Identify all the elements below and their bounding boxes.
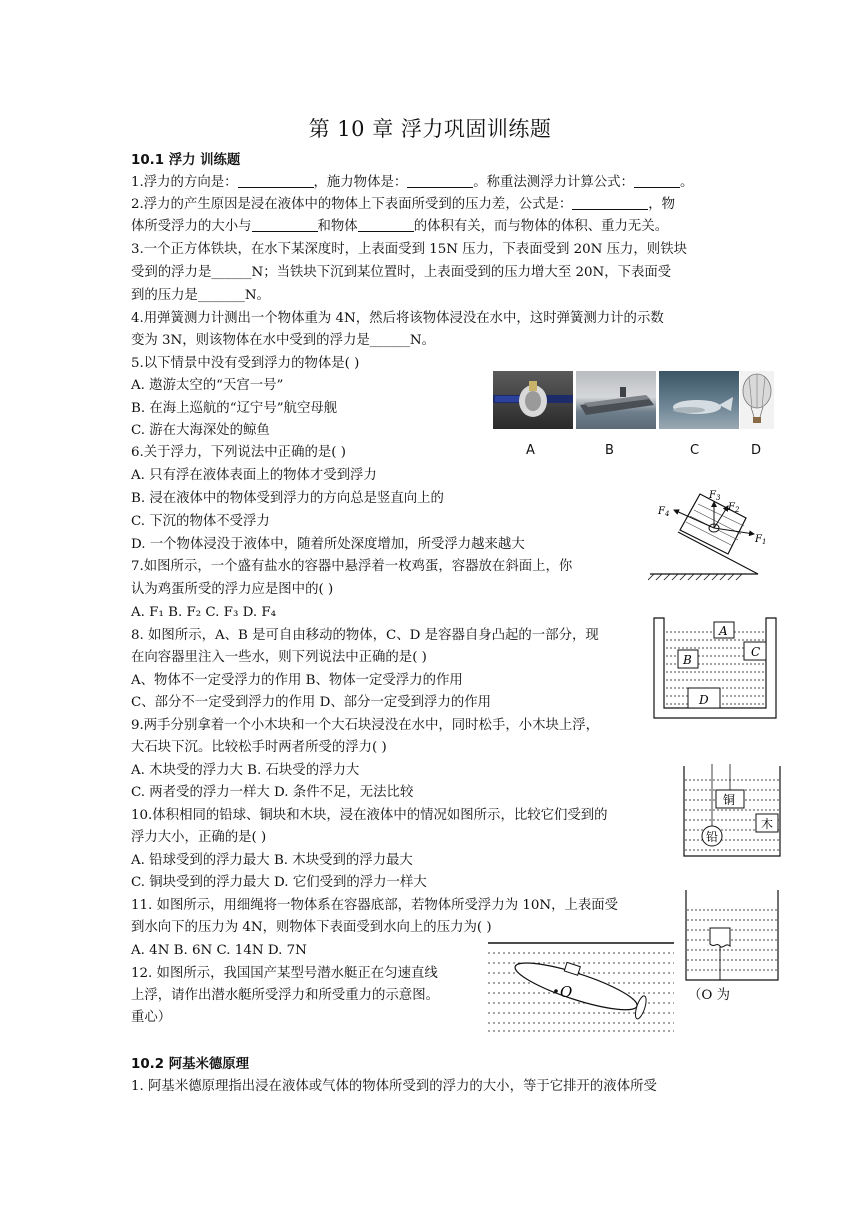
q1-text-b: ，施力物体是：: [313, 175, 408, 190]
question-6-option-a: A. 只有浮在液体表面上的物体才受到浮力: [131, 468, 377, 483]
question-9-line-1: 9.两手分别拿着一个小木块和一个大石块浸没在水中，同时松手，小木块上浮，: [131, 718, 600, 733]
question-1: [131, 173, 693, 193]
force-label-f4: $F_4$: [658, 506, 670, 518]
question-5-option-a: A. 遨游太空的“天宫一号”: [131, 378, 284, 393]
question-10-options-2: C. 铜块受到的浮力最大 D. 它们受到的浮力一样大: [131, 875, 427, 890]
section-2-question-1: 1. 阿基米德原理指出浸在液体或气体的物体所受到的浮力的大小，等于它排开的液体所受: [131, 1079, 657, 1094]
submarine-diagram: [488, 941, 674, 1033]
copper-wood-lead-diagram: [682, 764, 782, 858]
question-3-line-1: 3.一个正方体铁块，在水下某深度时，上表面受到 15N 压力，下表面受到 20N 压力，则铁块: [131, 242, 687, 257]
label-wood: 木: [761, 817, 774, 831]
question-8-options-1: A、物体不一定受浮力的作用 B、物体一定受浮力的作用: [131, 673, 463, 688]
question-11-line-2: 到水向下的压力为 4N，则物体下表面受到水向上的压力为( ): [131, 920, 492, 935]
question-8-line-2: 在向容器里注入一些水，则下列说法中正确的是( ): [131, 650, 427, 665]
tied-block-diagram: [684, 888, 780, 982]
hot-air-balloon-image: [740, 371, 774, 429]
question-5-stem: 5.以下情景中没有受到浮力的物体是( ): [131, 356, 360, 371]
question-12-line-3: 重心）: [131, 1010, 172, 1025]
photo-label-a: A: [526, 443, 535, 458]
force-label-f1: $F_1$: [755, 534, 767, 546]
aircraft-carrier-image: [576, 371, 656, 429]
label-copper: 铜: [723, 793, 736, 807]
photo-aircraft-carrier: [576, 371, 656, 429]
question-9-options-2: C. 两者受的浮力一样大 D. 条件不足，无法比较: [131, 785, 414, 800]
page-title: 第 10 章 浮力巩固训练题: [308, 117, 552, 141]
force-label-f2: $F_2$: [728, 502, 740, 514]
q1-blank-formula[interactable]: [634, 173, 680, 188]
section-heading-10-2: 10.2 阿基米德原理: [131, 1057, 250, 1072]
question-7-options: A. F₁ B. F₂ C. F₃ D. F₄: [131, 605, 276, 620]
q2-blank-formula[interactable]: [572, 195, 648, 210]
q2-text-l2a: 体所受浮力的大小与: [131, 219, 252, 234]
q1-text-a: 1.浮力的方向是：: [131, 175, 238, 190]
question-12-line-2: 上浮，请作出潜水艇所受浮力和所受重力的示意图。: [131, 988, 439, 1003]
q1-blank-direction[interactable]: [238, 173, 314, 188]
question-12-note: （O 为: [688, 988, 731, 1003]
incline-force-diagram: [648, 482, 776, 582]
q1-blank-source[interactable]: [407, 173, 473, 188]
photo-space-station: [493, 371, 573, 429]
photo-label-c: C: [690, 443, 700, 458]
q1-text-d: 。: [679, 175, 694, 190]
label-a: A: [719, 624, 728, 638]
q2-blank-2[interactable]: [358, 217, 414, 232]
q2-text-l1a: 2.浮力的产生原因是浸在液体中的物体上下表面所受到的压力差，公式是：: [131, 197, 573, 212]
q2-blank-1[interactable]: [252, 217, 318, 232]
photo-label-b: B: [605, 443, 614, 458]
question-3-line-2: 受到的浮力是______N；当铁块下沉到某位置时，上表面受到的压力增大至 20N，下表面受: [131, 265, 672, 280]
question-5-option-c: C. 游在大海深处的鲸鱼: [131, 423, 270, 438]
container-abcd-diagram: [652, 616, 778, 720]
question-6-stem: 6.关于浮力，下列说法中正确的是( ): [131, 445, 346, 460]
question-2-line-2: [131, 217, 668, 237]
whale-image: [659, 371, 739, 429]
label-c: C: [751, 645, 761, 659]
question-11-line-1: 11. 如图所示，用细绳将一物体系在容器底部，若物体所受浮力为 10N，上表面受: [131, 898, 619, 913]
question-7-line-2: 认为鸡蛋所受的浮力应是图中的( ): [131, 582, 334, 597]
question-9-line-2: 大石块下沉。比较松手时两者所受的浮力( ): [131, 740, 387, 755]
question-7-line-1: 7.如图所示，一个盛有盐水的容器中悬浮着一枚鸡蛋，容器放在斜面上，你: [131, 559, 573, 574]
q2-text-l1b: ，物: [648, 197, 676, 212]
label-b: B: [683, 653, 692, 667]
label-d: D: [699, 693, 709, 707]
space-station-image: [493, 371, 573, 429]
photo-label-d: D: [751, 443, 762, 458]
center-of-gravity-label: O: [560, 983, 573, 1001]
force-label-f3: $F_3$: [709, 490, 721, 502]
question-10-line-2: 浮力大小，正确的是( ): [131, 830, 267, 845]
q2-text-l2b: 和物体: [317, 219, 358, 234]
q2-text-l2c: 的体积有关，而与物体的体积、重力无关。: [413, 219, 669, 234]
question-8-options-2: C、部分不一定受到浮力的作用 D、部分一定受到浮力的作用: [131, 695, 492, 710]
question-6-option-b: B. 浸在液体中的物体受到浮力的方向总是竖直向上的: [131, 491, 444, 506]
question-4-line-1: 4.用弹簧测力计测出一个物体重为 4N，然后将该物体浸没在水中，这时弹簧测力计的示数: [131, 311, 664, 326]
question-8-line-1: 8. 如图所示，A、B 是可自由移动的物体，C、D 是容器自身凸起的一部分，现: [131, 628, 599, 643]
label-lead: 铅: [706, 830, 719, 844]
question-5-option-b: B. 在海上巡航的“辽宁号”航空母舰: [131, 401, 338, 416]
question-11-options: A. 4N B. 6N C. 14N D. 7N: [131, 943, 307, 958]
photo-whale: [659, 371, 739, 429]
question-9-options-1: A. 木块受的浮力大 B. 石块受的浮力大: [131, 763, 360, 778]
q1-text-c: 。称重法测浮力计算公式：: [473, 175, 634, 190]
question-6-option-c: C. 下沉的物体不受浮力: [131, 514, 270, 529]
question-12-line-1: 12. 如图所示，我国国产某型号潜水艇正在匀速直线: [131, 966, 438, 981]
question-6-option-d: D. 一个物体浸没于液体中，随着所处深度增加，所受浮力越来越大: [131, 537, 525, 552]
question-4-line-2: 变为 3N，则该物体在水中受到的浮力是______N。: [131, 333, 436, 348]
photo-hot-air-balloon: [740, 371, 774, 429]
question-10-options-1: A. 铅球受到的浮力最大 B. 木块受到的浮力最大: [131, 853, 413, 868]
question-3-line-3: 到的压力是_______N。: [131, 288, 270, 303]
question-10-line-1: 10.体积相同的铅球、铜块和木块，浸在液体中的情况如图所示，比较它们受到的: [131, 808, 608, 823]
section-heading-10-1: 10.1 浮力 训练题: [131, 153, 241, 168]
question-2-line-1: [131, 195, 675, 215]
